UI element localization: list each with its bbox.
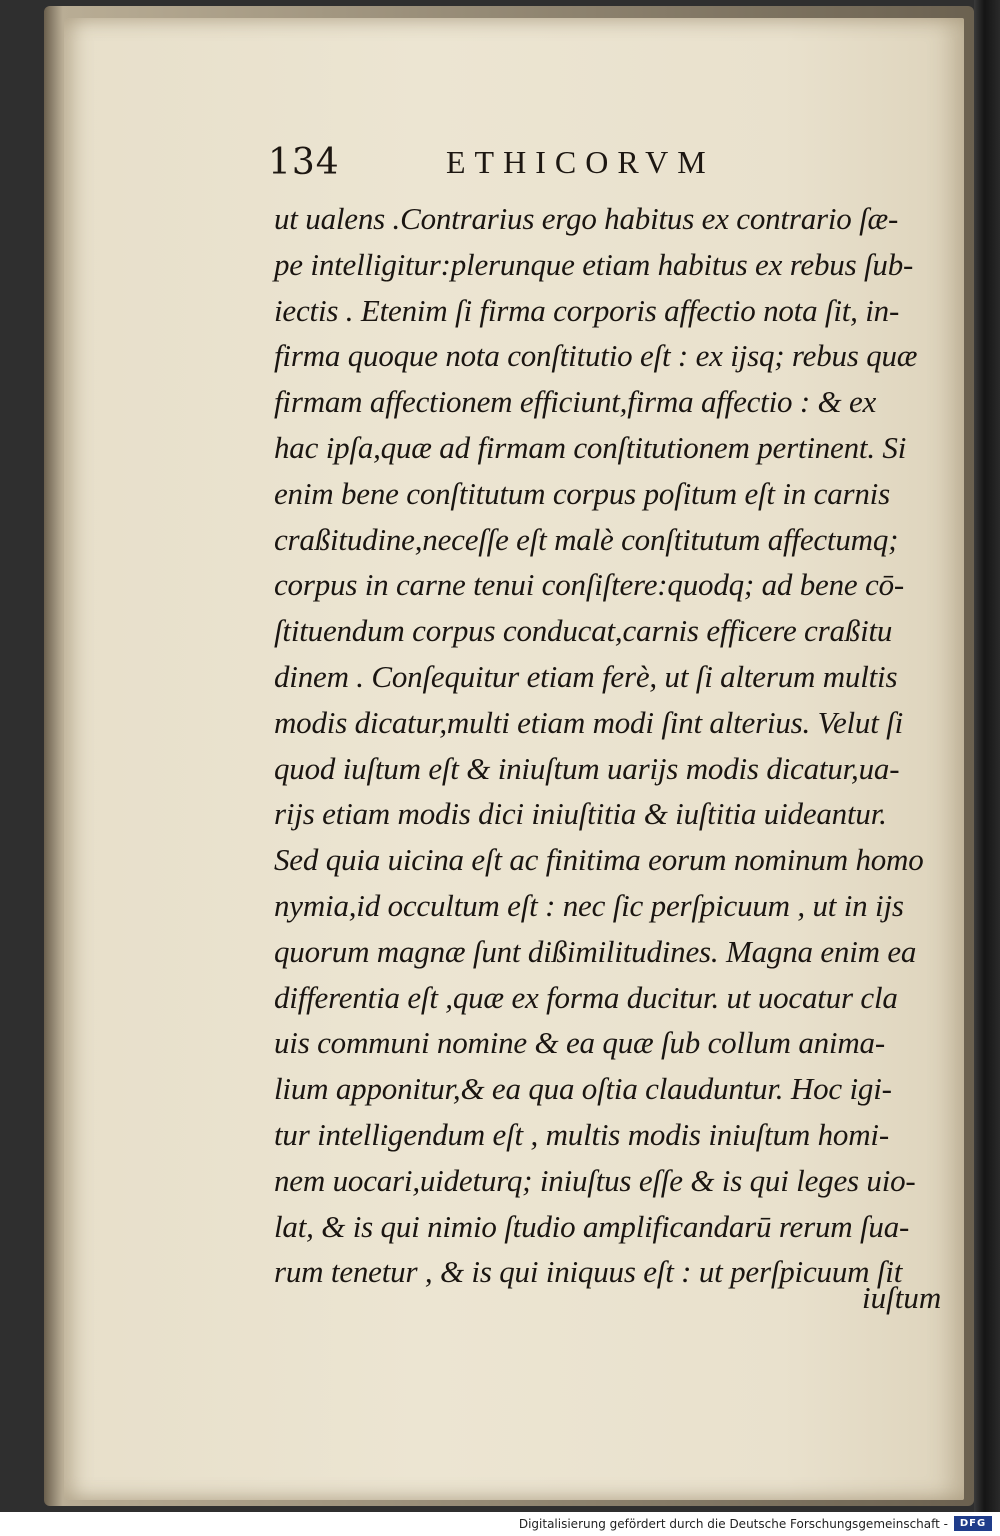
text-line: tur intelligendum eſt , multis modis iniuſtum homi-	[274, 1116, 889, 1152]
text-line: pe intelligitur:plerunque etiam habitus ex rebus ſub-	[274, 246, 914, 282]
dfg-logo: DFG	[954, 1516, 992, 1531]
text-line: ſtituendum corpus conducat,carnis efficere craßitu	[274, 613, 893, 649]
text-line: hac ipſa,quæ ad firmam conſtitutionem pertinent. Si	[274, 429, 907, 465]
text-line: enim bene conſtitutum corpus poſitum eſt in carnis	[274, 475, 890, 511]
text-line: ut ualens .Contrarius ergo habitus ex contrario ſæ-	[274, 201, 899, 236]
text-line: rijs etiam modis dici iniuſtitia & iuſtitia uideantur.	[274, 796, 887, 832]
running-head	[268, 142, 828, 186]
scan-edge	[974, 0, 1000, 1512]
text-line: uis communi nomine & ea quæ ſub collum anima-	[274, 1025, 885, 1061]
text-line: rum tenetur , & is qui iniquus eſt : ut perſpicuum ſit	[274, 1254, 903, 1290]
folio-number: 134	[268, 142, 340, 183]
body-text	[274, 196, 954, 1295]
text-line: iectis . Etenim ſi firma corporis affectio nota ſit, in-	[274, 292, 900, 328]
text-line: lium apponitur,& ea qua oſtia clauduntur. Hoc igi-	[274, 1071, 892, 1107]
text-line: dinem . Conſequitur etiam ferè, ut ſi alterum multis	[274, 658, 898, 694]
running-title: ETHICORVM	[446, 144, 715, 180]
text-line: differentia eſt ,quæ ex forma ducitur. ut uocatur cla	[274, 979, 898, 1015]
funding-credit: Digitalisierung gefördert durch die Deutsche Forschungsgemeinschaft -	[518, 1517, 948, 1531]
text-line: nymia,id occultum eſt : nec ſic perſpicuum , ut in ijs	[274, 887, 904, 923]
text-line: quorum magnæ ſunt dißimilitudines. Magna enim ea	[274, 933, 917, 969]
catchword: iuſtum	[862, 1280, 942, 1315]
text-line: firma quoque nota conſtitutio eſt : ex ijsq; rebus quæ	[274, 338, 918, 374]
text-line: craßitudine,neceſſe eſt malè conſtitutum affectumq;	[274, 521, 899, 557]
text-line: nem uocari,uideturq; iniuſtus eſſe & is qui leges uio-	[274, 1162, 916, 1198]
text-line: corpus in carne tenui conſiſtere:quodq; ad bene cō-	[274, 567, 905, 603]
text-line: firmam affectionem efficiunt,firma affectio : & ex	[274, 384, 877, 420]
text-line: Sed quia uicina eſt ac finitima eorum nominum homo	[274, 842, 924, 878]
footer-bar	[0, 1512, 1000, 1536]
text-line: modis dicatur,multi etiam modi ſint alterius. Velut ſi	[274, 704, 903, 740]
text-line: lat, & is qui nimio ſtudio amplificandarū rerum ſua-	[274, 1208, 910, 1244]
text-line: quod iuſtum eſt & iniuſtum uarijs modis dicatur,ua-	[274, 750, 900, 786]
